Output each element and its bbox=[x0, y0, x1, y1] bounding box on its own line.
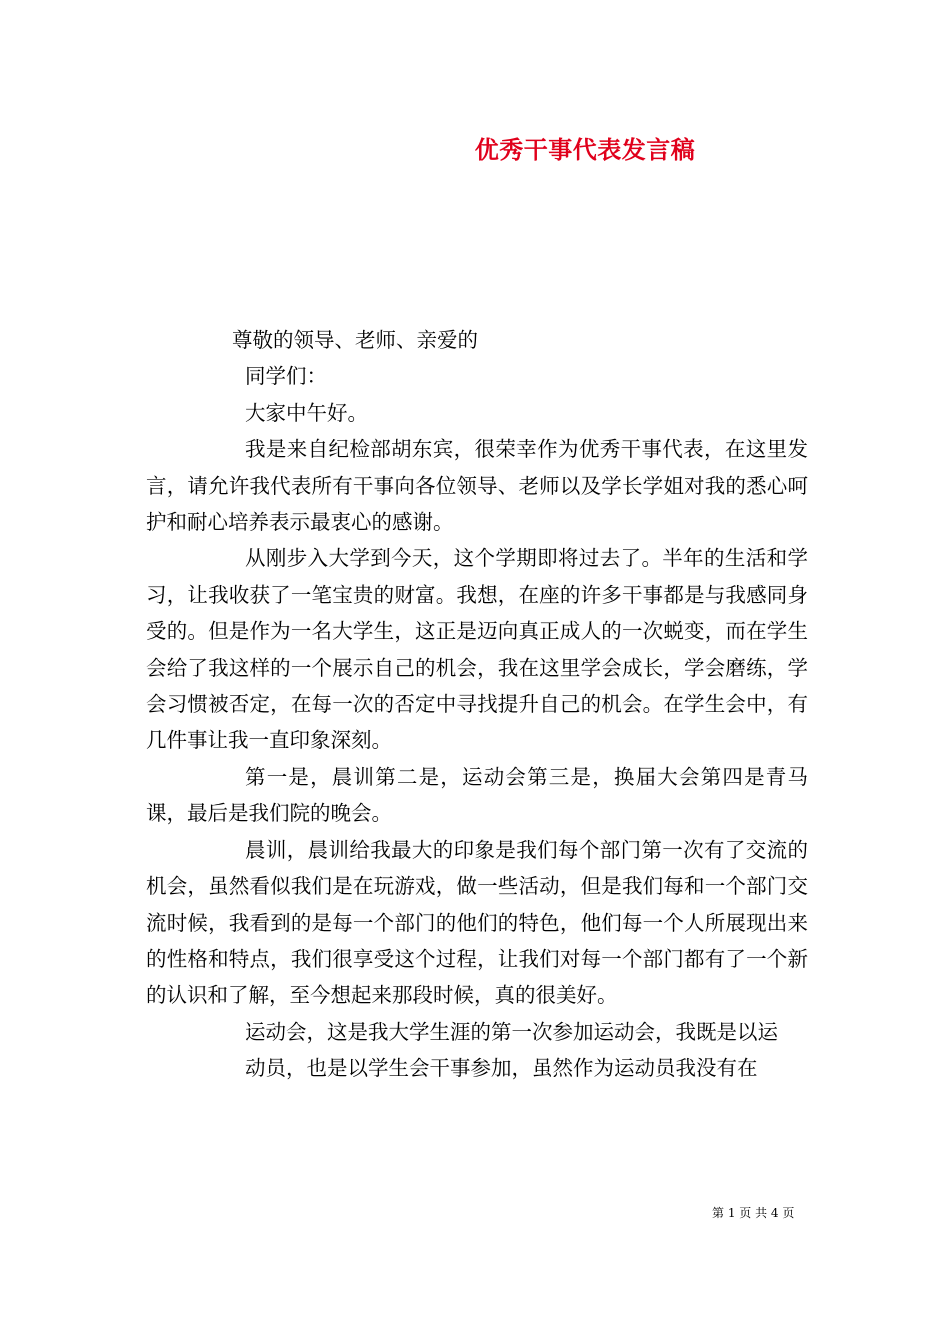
document-title: 优秀干事代表发言稿 bbox=[474, 135, 696, 164]
paragraph-morning-training: 晨训，晨训给我最大的印象是我们每个部门第一次有了交流的机会，虽然看似我们是在玩游戏，做一些活动，但是我们每和一个部门交流时候，我看到的是每一个部门的他们的特色，他们每一个人所展现出来的性格和特点，我们很享受这个过程，让我们对每一个部门都有了一个新的认识和了解，至今想起来那段时候，真的很美好。 bbox=[146, 837, 808, 1008]
paragraph-semester: 从刚步入大学到今天，这个学期即将过去了。半年的生活和学习，让我收获了一笔宝贵的财富。我想，在座的许多干事都是与我感同身受的。但是作为一名大学生，这正是迈向真正成人的一次蜕变，而在学生会给了我这样的一个展示自己的机会，我在这里学会成长，学会磨练，学会习惯被否定，在每一次的否定中寻找提升自己的机会。在学生会中，有几件事让我一直印象深刻。 bbox=[146, 546, 808, 753]
paragraph-athlete: 动员，也是以学生会干事参加，虽然作为运动员我没有在 bbox=[245, 1056, 758, 1081]
paragraph-sports-meet: 运动会，这是我大学生涯的第一次参加运动会，我既是以运 bbox=[245, 1019, 778, 1044]
salutation-line-2: 同学们： bbox=[245, 364, 327, 389]
paragraph-introduction: 我是来自纪检部胡东宾，很荣幸作为优秀干事代表，在这里发言，请允许我代表所有干事向各位领导、老师以及学长学姐对我的悉心呵护和耐心培养表示最衷心的感谢。 bbox=[146, 437, 808, 535]
greeting: 大家中午好。 bbox=[245, 400, 368, 425]
salutation-line-1: 尊敬的领导、老师、亲爱的 bbox=[232, 328, 478, 352]
document-body bbox=[146, 322, 808, 1087]
paragraph-list-events: 第一是，晨训第二是，运动会第三是，换届大会第四是青马课，最后是我们院的晚会。 bbox=[146, 764, 808, 826]
page-number: 第 1 页 共 4 页 bbox=[712, 1206, 795, 1220]
